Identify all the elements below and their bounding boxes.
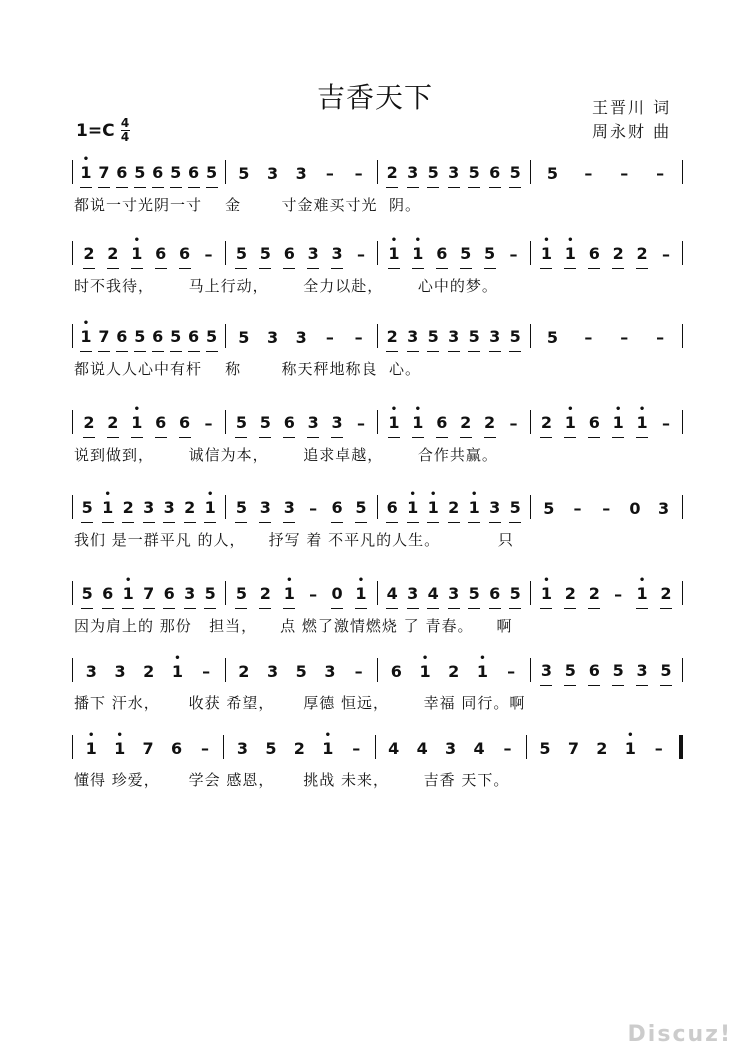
note: 1 • [171, 653, 183, 681]
note: 3 [143, 498, 155, 523]
dash-extension: – [200, 739, 209, 758]
octave-dot: • [104, 489, 111, 500]
note: 1 • [102, 498, 114, 523]
note: 3 [331, 413, 343, 438]
note: 1 • [131, 244, 143, 269]
note: 1 • [412, 244, 424, 269]
note: 1 • [564, 244, 576, 269]
octave-dot: • [133, 235, 140, 246]
note: 6 [152, 327, 164, 352]
octave-dot: • [414, 404, 422, 415]
dash-extension: – [352, 739, 361, 758]
score-system [0, 487, 750, 547]
note: 2 [636, 244, 648, 269]
note: 3 [445, 739, 457, 758]
note: 1 • [412, 413, 424, 438]
dash-extension: – [620, 328, 629, 347]
note: 7 [143, 584, 155, 609]
note: 1 • [407, 498, 419, 523]
note: 3 [266, 328, 279, 347]
notation-row [72, 487, 683, 523]
note: 5 [468, 584, 480, 609]
note: 2 [612, 244, 624, 269]
note: 2 [184, 498, 196, 523]
note: 5 [238, 328, 250, 347]
note: 5 [134, 163, 146, 188]
note: 1 • [612, 413, 624, 438]
note: 5 [238, 164, 250, 183]
octave-dot: • [286, 575, 293, 586]
note: 5 [170, 163, 182, 188]
time-bottom: 4 [120, 130, 130, 144]
lyrics-line: 懂得 珍爱， 学会 感恩， 挑战 未来， 吉香 天下。 [74, 771, 510, 789]
notation-row [72, 233, 683, 269]
barline [682, 658, 683, 682]
barline [682, 241, 683, 265]
score-system [0, 402, 750, 462]
note: 5 [265, 739, 277, 758]
note: 5 [81, 498, 93, 523]
note: 2 [448, 498, 460, 523]
measure [73, 573, 225, 609]
note: 2 [564, 584, 576, 609]
dash-extension: – [656, 164, 665, 183]
measure [73, 152, 225, 188]
note: 1 • [564, 413, 576, 438]
octave-dot: • [421, 653, 429, 664]
dash-extension: – [573, 499, 582, 518]
note: 6 [170, 739, 183, 758]
note: 1 • [388, 413, 400, 438]
octave-dot: • [471, 489, 478, 500]
note: 6 [386, 498, 398, 523]
measure [73, 233, 225, 269]
note: 6 [155, 413, 167, 438]
note: 5 [509, 163, 521, 188]
measure [224, 727, 374, 763]
dash-extension: – [204, 245, 213, 264]
octave-dot: • [82, 154, 90, 165]
note: 1 • [540, 244, 552, 269]
note: 5 [460, 244, 472, 269]
dash-extension: – [584, 328, 593, 347]
note: 3 [163, 498, 175, 523]
measure [226, 402, 378, 438]
note: 5 [539, 739, 551, 758]
octave-dot: • [543, 235, 550, 246]
octave-dot: • [357, 575, 365, 586]
octave-dot: • [390, 404, 398, 415]
score-system [0, 573, 750, 633]
barline [682, 410, 683, 434]
measure [73, 727, 223, 763]
dash-extension: – [204, 414, 213, 433]
note: 3 [448, 584, 460, 609]
note: 1 • [540, 584, 552, 609]
dash-extension: – [356, 245, 365, 264]
final-barline [679, 735, 683, 759]
measure [378, 650, 530, 686]
note: 4 [473, 739, 485, 758]
credits [592, 96, 671, 144]
note: 5 [546, 164, 558, 183]
note: 5 [468, 327, 480, 352]
score-system [0, 152, 750, 212]
note: 6 [390, 662, 402, 681]
dash-extension: – [325, 328, 334, 347]
barline [682, 160, 683, 184]
note: 6 [588, 661, 600, 686]
note: 6 [116, 327, 128, 352]
key-signature [76, 118, 130, 143]
note: 3 [259, 498, 271, 523]
note: 5 [427, 327, 439, 352]
note: 4 [386, 584, 398, 609]
note: 4 [427, 584, 439, 609]
octave-dot: • [116, 730, 123, 741]
note: 2 [143, 662, 155, 681]
note: 1 • [636, 413, 648, 438]
note: 7 [567, 739, 579, 758]
note: 3 [658, 499, 670, 518]
note: 6 [283, 413, 295, 438]
notation-row [72, 152, 683, 188]
measure [378, 487, 530, 523]
note: 5 [509, 584, 521, 609]
note: 5 [235, 244, 247, 269]
note: 4 [416, 739, 428, 758]
dash-extension: – [309, 585, 318, 604]
note: 6 [436, 244, 448, 269]
dash-extension: – [503, 739, 512, 758]
measure [531, 487, 683, 523]
measure [73, 650, 225, 686]
lyrics-line: 我们 是一群平凡 的人， 抒写 着 不平凡的人生。 只 [74, 531, 514, 549]
score-system [0, 233, 750, 293]
lyrics-line: 都说一寸光阴一寸 金 寸金难买寸光 阴。 [74, 196, 421, 214]
note: 1 • [204, 498, 216, 523]
note: 6 [588, 413, 600, 438]
dash-extension: – [202, 662, 211, 681]
score-system [0, 316, 750, 376]
note: 5 [612, 661, 624, 686]
note: 6 [179, 413, 191, 438]
note: 3 [489, 498, 501, 523]
note: 2 [293, 739, 305, 758]
dash-extension: – [654, 739, 663, 758]
dash-extension: – [356, 414, 365, 433]
measure [378, 152, 530, 188]
note: 6 [436, 413, 448, 438]
note: 3 [295, 164, 307, 183]
measure [531, 233, 683, 269]
note: 5 [509, 498, 521, 523]
octave-dot: • [430, 489, 437, 500]
note: 5 [543, 499, 555, 518]
note: 3 [448, 327, 460, 352]
lyrics-line: 都说人人心中有杆 称 称天秤地称良 心。 [74, 360, 421, 378]
note: 2 [259, 584, 271, 609]
page-title: 吉香天下 [316, 81, 433, 114]
note: 1 • [80, 163, 92, 188]
note: 5 [355, 498, 367, 523]
note: 3 [114, 662, 126, 681]
measure [73, 487, 225, 523]
note: 5 [235, 413, 247, 438]
octave-dot: • [409, 489, 416, 500]
note: 1 • [122, 584, 134, 609]
note: 2 [540, 413, 552, 438]
octave-dot: • [543, 575, 550, 586]
note: 2 [460, 413, 472, 438]
note: 3 [283, 498, 295, 523]
note: 3 [324, 662, 336, 681]
note: 1 • [131, 413, 143, 438]
dash-extension: – [656, 328, 665, 347]
note: 3 [266, 662, 279, 681]
score-system [0, 727, 750, 787]
note: 6 [283, 244, 295, 269]
note: 6 [102, 584, 114, 609]
dash-extension: – [661, 414, 670, 433]
octave-dot: • [479, 653, 486, 664]
note: 3 [448, 163, 460, 188]
note: 3 [307, 244, 319, 269]
note: 5 [206, 163, 218, 188]
note: 6 [588, 244, 600, 269]
measure [73, 402, 225, 438]
measure [531, 650, 683, 686]
note: 3 [266, 164, 279, 183]
note: 1 • [322, 730, 334, 758]
note: 5 [206, 327, 218, 352]
measure [376, 727, 526, 763]
note: 2 [122, 498, 134, 523]
note: 3 [407, 163, 419, 188]
note: 7 [98, 327, 110, 352]
note: 6 [331, 498, 343, 523]
lyrics-line: 说到做到， 诚信为本， 追求卓越， 合作共赢。 [74, 446, 498, 464]
note: 0 [629, 499, 641, 518]
barline [682, 324, 683, 348]
note: 2 [83, 413, 95, 438]
note: 3 [85, 662, 97, 681]
note: 1 • [80, 327, 92, 352]
measure [73, 316, 225, 352]
note: 2 [386, 327, 398, 352]
note: 1 • [636, 584, 648, 609]
measure [378, 233, 530, 269]
note: 7 [98, 163, 110, 188]
lyrics-line: 时不我待， 马上行动， 全力以赴， 心中的梦。 [74, 277, 498, 295]
note: 2 [484, 413, 496, 438]
note: 5 [509, 327, 521, 352]
octave-dot: • [82, 318, 90, 329]
octave-dot: • [627, 730, 634, 741]
note: 6 [155, 244, 167, 269]
note: 1 • [419, 653, 431, 681]
note: 2 [107, 244, 119, 269]
measure [527, 727, 677, 763]
note: 3 [236, 739, 249, 758]
measure [226, 233, 378, 269]
octave-dot: • [638, 575, 646, 586]
note: 2 [107, 413, 119, 438]
measure [226, 650, 378, 686]
dash-extension: – [509, 245, 518, 264]
note: 5 [660, 661, 672, 686]
note: 3 [636, 661, 648, 686]
dash-extension: – [602, 499, 611, 518]
composer-credit: 周永财 曲 [592, 122, 672, 141]
note: 5 [81, 584, 93, 609]
dash-extension: – [509, 414, 518, 433]
measure [531, 402, 683, 438]
measure [226, 573, 378, 609]
measure [226, 152, 378, 188]
measure [226, 487, 378, 523]
measure [378, 316, 530, 352]
note: 6 [489, 163, 501, 188]
note: 5 [235, 584, 247, 609]
note: 0 [331, 584, 343, 609]
note: 5 [204, 584, 216, 609]
note: 1 • [283, 584, 295, 609]
notation-row [72, 316, 683, 352]
dash-extension: – [661, 245, 670, 264]
lyrics-line: 因为肩上的 那份 担当， 点 燃了激情燃烧 了 青春。 啊 [74, 617, 513, 635]
lyricist-credit: 王晋川 词 [592, 98, 672, 117]
note: 4 [388, 739, 400, 758]
note: 6 [116, 163, 128, 188]
lyrics-line: 播下 汗水， 收获 希望， 厚德 恒远， 幸福 同行。啊 [74, 694, 526, 712]
note: 1 • [114, 730, 126, 758]
note: 2 [386, 163, 398, 188]
note: 6 [188, 163, 200, 188]
measure [378, 402, 530, 438]
barline [682, 495, 683, 519]
dash-extension: – [507, 662, 516, 681]
octave-dot: • [414, 235, 422, 246]
note: 1 • [355, 584, 367, 609]
note: 5 [468, 163, 480, 188]
measure [378, 573, 530, 609]
octave-dot: • [133, 404, 140, 415]
note: 1 • [427, 498, 439, 523]
note: 5 [134, 327, 146, 352]
note: 1 • [85, 730, 97, 758]
note: 2 [83, 244, 95, 269]
score-system [0, 650, 750, 710]
note: 7 [142, 739, 154, 758]
dash-extension: – [354, 164, 363, 183]
note: 2 [238, 662, 250, 681]
note: 6 [489, 584, 501, 609]
octave-dot: • [567, 404, 574, 415]
note: 2 [660, 584, 672, 609]
octave-dot: • [638, 404, 646, 415]
octave-dot: • [614, 404, 622, 415]
note: 5 [259, 413, 271, 438]
dash-extension: – [584, 164, 593, 183]
note: 6 [152, 163, 164, 188]
note: 5 [427, 163, 439, 188]
notation-row [72, 573, 683, 609]
note: 6 [179, 244, 191, 269]
dash-extension: – [614, 585, 623, 604]
note: 3 [540, 661, 552, 686]
dash-extension: – [325, 164, 334, 183]
note: 5 [546, 328, 558, 347]
note: 2 [588, 584, 600, 609]
note: 5 [295, 662, 307, 681]
note: 3 [407, 327, 419, 352]
octave-dot: • [207, 489, 214, 500]
octave-dot: • [567, 235, 574, 246]
note: 3 [307, 413, 319, 438]
note: 5 [564, 661, 576, 686]
notation-row [72, 650, 683, 686]
octave-dot: • [125, 575, 132, 586]
time-signature [121, 118, 130, 143]
note: 1 • [476, 653, 488, 681]
dash-extension: – [309, 499, 318, 518]
note: 3 [489, 327, 501, 352]
dash-extension: – [354, 662, 363, 681]
note: 3 [295, 328, 307, 347]
note: 1 • [468, 498, 480, 523]
dash-extension: – [354, 328, 363, 347]
measure [531, 316, 683, 352]
octave-dot: • [390, 235, 398, 246]
note: 5 [235, 498, 247, 523]
note: 3 [184, 584, 196, 609]
measure [531, 573, 683, 609]
note: 2 [448, 662, 460, 681]
note: 3 [331, 244, 343, 269]
time-top: 4 [120, 116, 130, 130]
octave-dot: • [88, 730, 95, 741]
dash-extension: – [620, 164, 629, 183]
barline [682, 581, 683, 605]
measure [531, 152, 683, 188]
octave-dot: • [174, 653, 181, 664]
note: 5 [259, 244, 271, 269]
measure [226, 316, 378, 352]
note: 1 • [624, 730, 636, 758]
octave-dot: • [324, 730, 331, 741]
note: 3 [407, 584, 419, 609]
note: 6 [163, 584, 175, 609]
watermark: Discuz! [627, 1022, 732, 1047]
key-label: 1=C [76, 120, 115, 141]
note: 5 [484, 244, 496, 269]
note: 2 [596, 739, 608, 758]
notation-row [72, 402, 683, 438]
note: 5 [170, 327, 182, 352]
note: 1 • [388, 244, 400, 269]
note: 6 [188, 327, 200, 352]
notation-row [72, 727, 683, 763]
